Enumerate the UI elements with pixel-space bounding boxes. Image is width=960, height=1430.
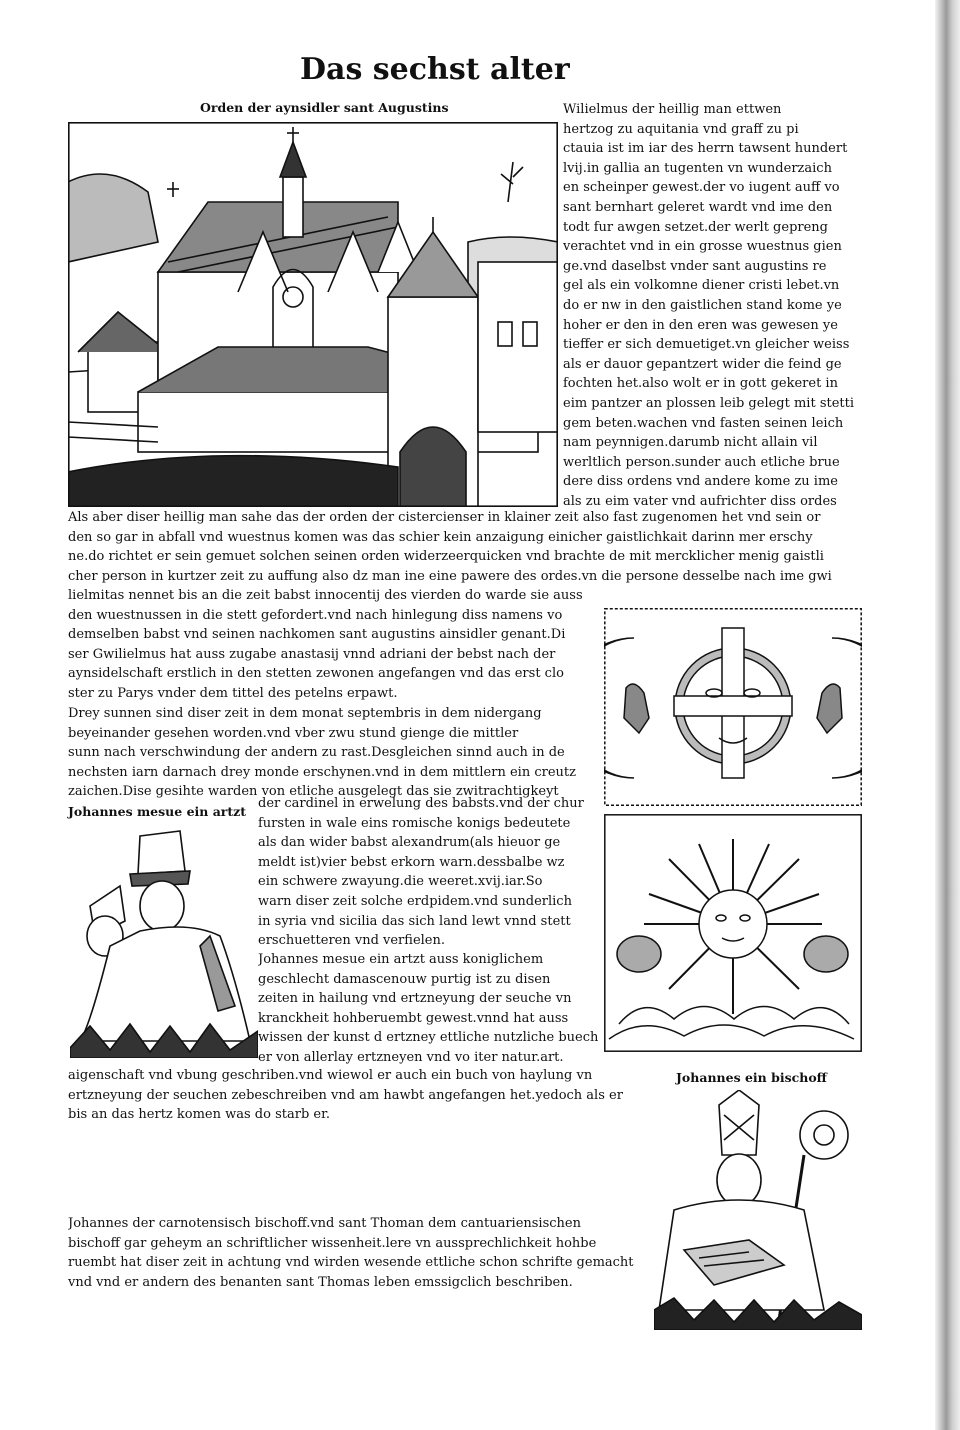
text-line: Wilielmus der heillig man ettwen	[563, 102, 782, 117]
text-line: dere diss ordens vnd andere kome zu ime	[563, 474, 838, 490]
text-line: geschlecht damascenouw purtig ist zu disen	[258, 971, 551, 987]
caption-bishop: Johannes ein bischoff	[676, 1070, 827, 1085]
three-suns-text	[68, 704, 600, 802]
earthquake-text	[258, 794, 600, 951]
bishop-text	[68, 1214, 658, 1292]
text-line: cher person in kurtzer zeit zu auffung also dz man ine eine pawere des ordes.vn die persone desselbe nach ime gwi	[68, 568, 832, 584]
caption-monastery: Orden der aynsidler sant Augustins	[200, 100, 449, 115]
text-line: tieffer er sich demuetiget.vn gleicher weiss	[563, 337, 850, 353]
text-line: eim pantzer an plossen leib gelegt mit stetti	[563, 395, 855, 411]
mesue-text	[258, 950, 600, 1068]
text-line: lvij.in gallia an tugenten vn wunderzaich	[563, 160, 832, 176]
mesue-continued	[68, 1066, 668, 1125]
text-line: ser Gwilielmus hat auss zugabe anastasij vnnd adriani der bebst nach der	[68, 646, 556, 662]
text-line: ster zu Parys vnder dem tittel des petelns erpawt.	[68, 685, 398, 701]
text-line: todt fur awgen setzet.der werlt gepreng	[563, 219, 828, 235]
text-line: fursten in wale eins romische konigs bedeutete	[258, 815, 571, 831]
sun-woodcut	[604, 814, 862, 1052]
text-line: zaichen.Dise gesihte warden von etliche ausgelegt das sie zwitrachtigkeyt	[68, 784, 559, 800]
text-line: nam peynnigen.darumb nicht allain vil	[563, 435, 818, 451]
text-line: bischoff gar geheym an schriftlicher wissenheit.lere vn aussprechlichkeit hohbe	[68, 1235, 597, 1251]
text-line: den wuestnussen in die stett gefordert.vnd nach hinlegung diss namens vo	[68, 607, 563, 623]
text-line: werltlich person.sunder auch etliche brue	[563, 454, 840, 470]
text-line: als zu eim vater vnd aufrichter diss ordes	[563, 493, 837, 509]
text-line: der cardinel in erwelung des babsts.vnd der chur	[258, 796, 584, 811]
text-line: den so gar in abfall vnd wuestnus komen was das schier kein anzaigung einicher gaistlichkait darinn mer erschy	[68, 529, 813, 545]
text-line: ge.vnd daselbst vnder sant augustins re	[563, 258, 827, 274]
text-line: hoher er den in den eren was gewesen ye	[563, 317, 838, 333]
text-line: gem beten.wachen vnd fasten seinen leich	[563, 415, 844, 431]
text-line: als dan wider babst alexandrum(als hieuor ge	[258, 835, 561, 851]
text-line: ertzneyung der seuchen zebeschreiben vnd am hawbt angefangen het.yedoch als er	[68, 1087, 623, 1103]
text-line: ne.do richtet er sein gemuet solchen seinen orden widerzeerquicken vnd brachte de mit mercklicher menig gaistli	[68, 549, 824, 565]
text-line: meldt ist)vier bebst erkorn warn.dessbalbe wz	[258, 854, 565, 870]
text-line: ruembt hat diser zeit in achtung vnd wirden wesende ettliche schon schrifte gemacht	[68, 1255, 634, 1271]
text-line: aynsidelschaft erstlich in den stetten zewonen angefangen vnd das erst clo	[68, 666, 564, 682]
text-line: sunn nach verschwindung der andern zu rast.Desgleichen sinnd auch in de	[68, 745, 565, 761]
text-line: als er dauor gepantzert wider die feind ge	[563, 356, 842, 372]
text-line: nechsten iarn darnach drey monde erschynen.vnd in dem mittlern ein creutz	[68, 764, 576, 780]
full-width-paragraph	[68, 508, 863, 586]
guilelmus-column	[563, 100, 863, 511]
text-line: warn diser zeit solche erdpidem.vnd sunderlich	[258, 893, 572, 909]
text-line: gel als ein volkomne diener cristi lebet.vn	[563, 278, 840, 294]
text-line: Drey sunnen sind diser zeit in dem monat septembris in dem nidergang	[68, 706, 542, 721]
text-line: in syria vnd sicilia das sich land lewt vnnd stett	[258, 913, 571, 929]
text-line: ctauia ist im iar des herrn tawsent hundert	[563, 141, 848, 157]
text-line: bis an das hertz komen was do starb er.	[68, 1107, 331, 1123]
text-line: Als aber diser heillig man sahe das der orden der cistercienser in klainer zeit also fast zugenomen het vnd sein or	[68, 510, 821, 525]
page-title: Das sechst alter	[300, 52, 570, 87]
caption-physician: Johannes mesue ein artzt	[68, 804, 247, 819]
text-line: en scheinper gewest.der vo iugent auff vo	[563, 180, 840, 196]
text-line: kranckheit hohberuembt gewest.vnnd hat auss	[258, 1010, 569, 1026]
text-line: wissen der kunst d ertzney ettliche nutzliche buech	[258, 1030, 599, 1046]
text-line: sant bernhart geleret wardt vnd ime den	[563, 199, 833, 215]
text-line: erschuetteren vnd verfielen.	[258, 933, 445, 949]
text-line: verachtet vnd in ein grosse wuestnus gien	[563, 239, 842, 255]
text-line: zeiten in hailung vnd ertzneyung der seuche vn	[258, 991, 572, 1007]
text-line: Johannes mesue ein artzt auss koniglichem	[258, 952, 544, 967]
book-binding-shadow	[935, 0, 960, 1430]
bishop-woodcut	[654, 1090, 862, 1330]
text-line: hertzog zu aquitania vnd graff zu pi	[563, 121, 799, 137]
text-line: Johannes der carnotensisch bischoff.vnd sant Thoman dem cantuariensischen	[68, 1216, 581, 1231]
text-line: ein schwere zwayung.die weeret.xvij.iar.So	[258, 874, 543, 890]
text-line: do er nw in den gaistlichen stand kome ye	[563, 297, 842, 313]
text-line: demselben babst vnd seinen nachkomen sant augustins ainsidler genant.Di	[68, 627, 566, 643]
text-line: er von allerlay ertzneyen vnd vo iter natur.art.	[258, 1049, 564, 1065]
text-line: lielmitas nennet bis an die zeit babst innocentij des vierden do warde sie auss	[68, 588, 583, 603]
text-line: vnd vnd er andern des benanten sant Thomas leben emssigclich beschriben.	[68, 1274, 573, 1290]
guilelmus-continued	[68, 586, 600, 704]
text-line: aigenschaft vnd vbung geschriben.vnd wiewol er auch ein buch von haylung vn	[68, 1068, 593, 1083]
three-suns-woodcut	[604, 608, 862, 806]
text-line: fochten het.also wolt er in gott gekeret in	[563, 376, 838, 392]
physician-woodcut	[70, 826, 258, 1058]
monastery-woodcut	[68, 122, 558, 507]
text-line: beyeinander gesehen worden.vnd vber zwu stund gienge die mittler	[68, 725, 519, 741]
